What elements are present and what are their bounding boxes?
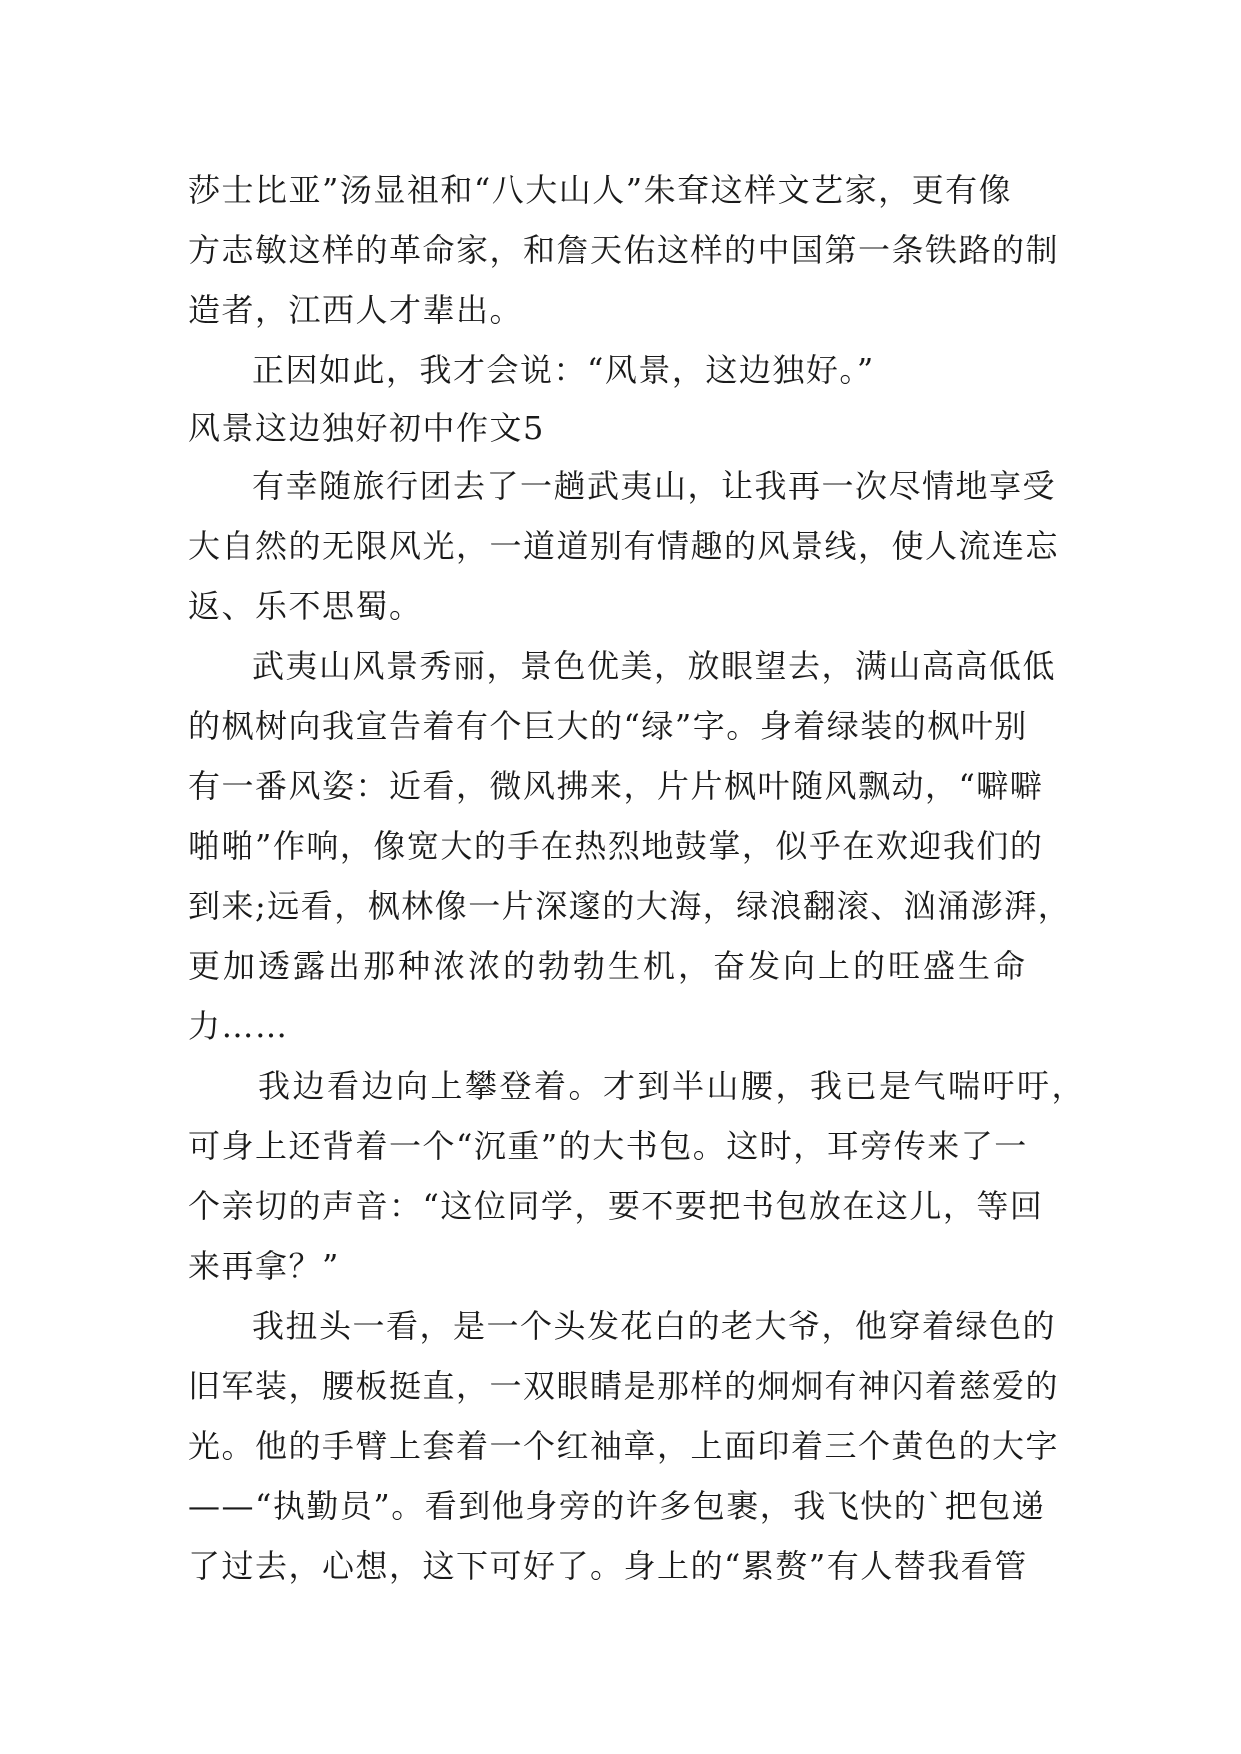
text-line: 到来;远看，枫林像一片深邃的大海，绿浪翻滚、汹涌澎湃，	[188, 887, 1072, 925]
text-line: 啪啪”作响，像宽大的手在热烈地鼓掌，似乎在欢迎我们的	[188, 827, 1044, 865]
text-line: 莎士比亚”汤显祖和“八大山人”朱耷这样文艺家，更有像	[188, 171, 1013, 209]
text-line: ——“执勤员”。看到他身旁的许多包裹，我飞快的`把包递	[188, 1487, 1046, 1525]
text-line: 有一番风姿：近看，微风拂来，片片枫叶随风飘动，“噼噼	[188, 767, 1044, 805]
text-line: 我边看边向上攀登着。才到半山腰，我已是气喘吁吁，	[258, 1067, 1087, 1105]
text-line: 有幸随旅行团去了一趟武夷山，让我再一次尽情地享受	[252, 467, 1057, 505]
text-line: 个亲切的声音：“这位同学，要不要把书包放在这儿，等回	[188, 1187, 1044, 1225]
text-line: 返、乐不思蜀。	[188, 587, 423, 625]
text-line: 武夷山风景秀丽，景色优美，放眼望去，满山高高低低	[252, 647, 1057, 685]
text-line: 可身上还背着一个“沉重”的大书包。这时，耳旁传来了一	[188, 1127, 1028, 1165]
text-line: 正因如此，我才会说：“风景，这边独好。”	[252, 351, 875, 389]
text-line: 的枫树向我宣告着有个巨大的“绿”字。身着绿装的枫叶别	[188, 707, 1028, 745]
section-heading: 风景这边独好初中作文5	[188, 409, 545, 447]
text-line: 力……	[188, 1007, 289, 1045]
text-line: 方志敏这样的革命家，和詹天佑这样的中国第一条铁路的制	[188, 231, 1060, 269]
text-line: 大自然的无限风光，一道道别有情趣的风景线，使人流连忘	[188, 527, 1060, 565]
text-line: 来再拿？”	[188, 1247, 340, 1285]
document-page	[188, 160, 1087, 1596]
text-line: 造者，江西人才辈出。	[188, 291, 524, 329]
text-line: 光。他的手臂上套着一个红袖章，上面印着三个黄色的大字	[188, 1427, 1060, 1465]
text-line: 旧军装，腰板挺直，一双眼睛是那样的炯炯有神闪着慈爱的	[188, 1367, 1060, 1405]
text-line: 更加透露出那种浓浓的勃勃生机，奋发向上的旺盛生命	[188, 947, 1029, 985]
text-line: 我扭头一看，是一个头发花白的老大爷，他穿着绿色的	[252, 1307, 1057, 1345]
text-line: 了过去，心想，这下可好了。身上的“累赘”有人替我看管	[188, 1547, 1028, 1585]
